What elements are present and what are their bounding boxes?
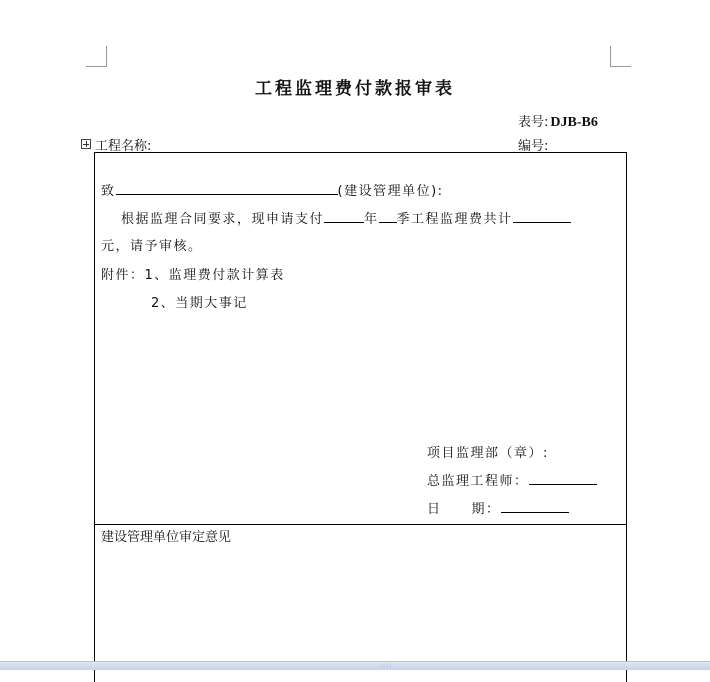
scrollbar-grip-icon: :::: (380, 662, 393, 669)
form-number-value: DJB-B6 (550, 115, 598, 130)
section-divider (95, 524, 626, 525)
request-end-line: 元，请予审核。 (101, 239, 203, 254)
document-title: 工程监理费付款报审表 (255, 79, 455, 99)
payment-request-line[interactable] (121, 208, 571, 227)
page-corner-top-right (610, 46, 631, 67)
date-blank[interactable] (501, 498, 569, 513)
date-line[interactable] (427, 498, 569, 517)
form-number (518, 111, 598, 131)
year-blank[interactable] (324, 208, 364, 223)
form-table (94, 152, 627, 682)
chief-engineer-blank[interactable] (529, 470, 597, 485)
form-number-label: 表号: (518, 115, 549, 130)
quarter-text: 季工程监理费共计 (396, 212, 513, 227)
quarter-blank[interactable] (379, 208, 397, 223)
attachment-label: 附件： (101, 268, 145, 283)
request-prefix: 根据监理合同要求，现申请支付 (121, 212, 325, 227)
review-opinion-label: 建设管理单位审定意见 (101, 530, 232, 545)
attachment-item-2: 2、当期大事记 (151, 296, 248, 311)
addressee-line[interactable] (101, 180, 444, 199)
year-label: 年 (364, 212, 379, 227)
serial-number-label: 编号: (518, 139, 549, 154)
addressee-blank[interactable] (116, 180, 338, 195)
addressee-suffix: (建设管理单位): (337, 184, 444, 199)
date-label-1: 日 (427, 502, 442, 517)
table-move-handle-icon[interactable] (81, 139, 91, 149)
addressee-prefix: 致 (101, 184, 116, 199)
project-name-label: 工程名称: (95, 139, 152, 154)
chief-engineer-label: 总监理工程师： (427, 474, 529, 489)
supervision-dept-label: 项目监理部（章）: (427, 446, 549, 461)
chief-engineer-line[interactable] (427, 470, 597, 489)
date-label-2: 期： (471, 502, 501, 517)
page-corner-top-left (86, 46, 107, 67)
attachment-item-1: 1、监理费付款计算表 (144, 268, 285, 283)
attachment-line-1 (101, 264, 285, 283)
amount-blank[interactable] (513, 208, 571, 223)
